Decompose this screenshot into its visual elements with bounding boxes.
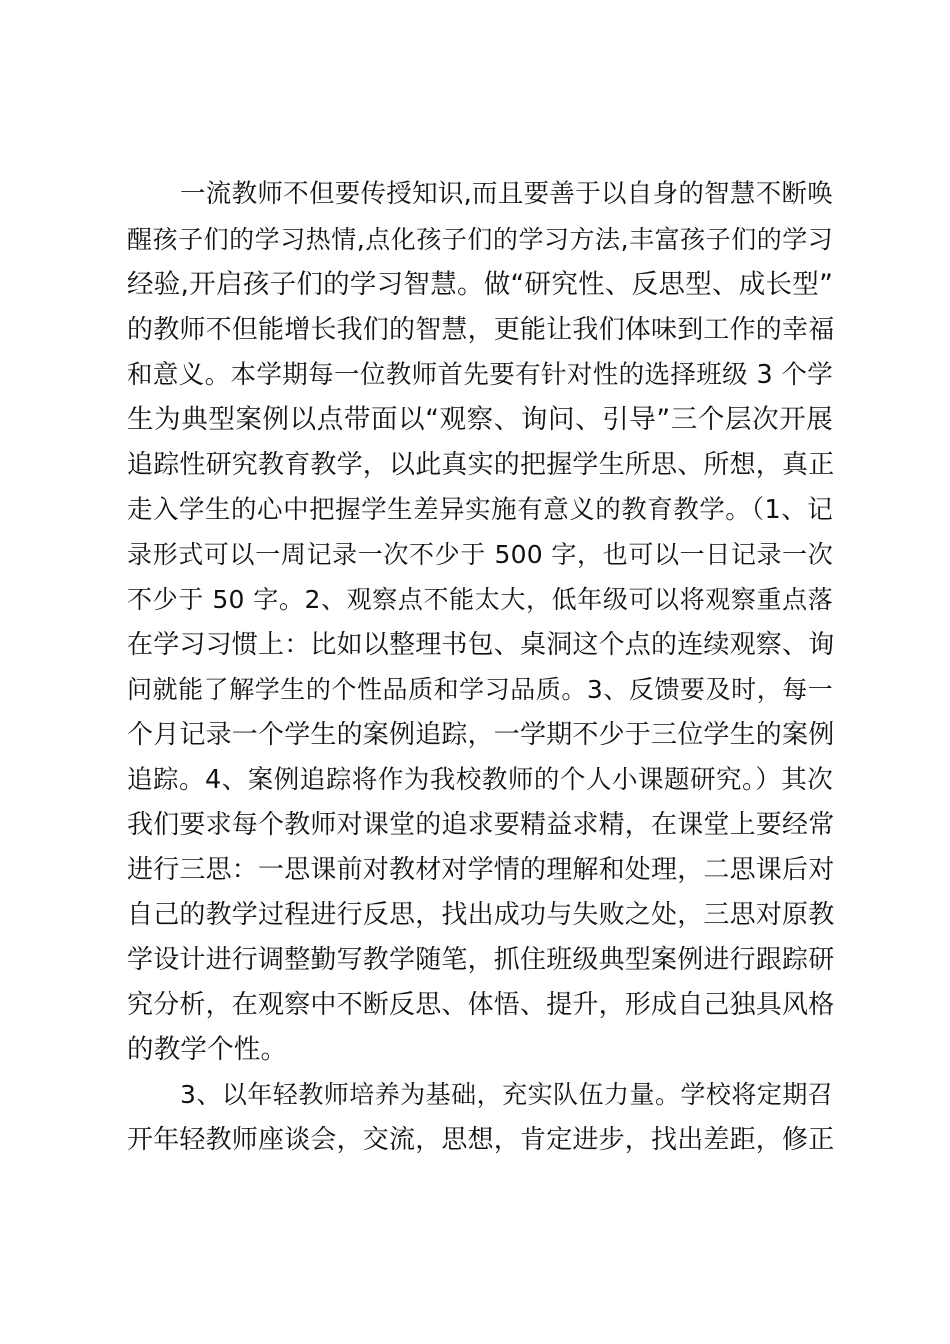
paragraph-line: 我们要求每个教师对课堂的追求要精益求精，在课堂上要经常 xyxy=(127,810,835,840)
paragraph-line: 生为典型案例以点带面以“观察、询问、引导”三个层次开展 xyxy=(127,404,833,435)
paragraph-line: 经验,开启孩子们的学习智慧。做“研究性、反思型、成长型” xyxy=(127,269,833,300)
paragraph-line: 3、以年轻教师培养为基础，充实队伍力量。学校将定期召 xyxy=(180,1080,833,1109)
paragraph-line: 醒孩子们的学习热情,点化孩子们的学习方法,丰富孩子们的学习 xyxy=(127,225,833,254)
paragraph-line: 自己的教学过程进行反思，找出成功与失败之处，三思对原教 xyxy=(127,900,835,930)
paragraph-line: 的教师不但能增长我们的智慧，更能让我们体味到工作的幸福 xyxy=(127,315,835,345)
paragraph-line: 究分析，在观察中不断反思、体悟、提升，形成自己独具风格 xyxy=(127,990,835,1020)
paragraph-line: 学设计进行调整勤写教学随笔，抓住班级典型案例进行跟踪研 xyxy=(127,945,835,975)
paragraph-line: 开年轻教师座谈会，交流，思想，肯定进步，找出差距，修正 xyxy=(127,1125,835,1155)
paragraph-line: 进行三思：一思课前对教材对学情的理解和处理，二思课后对 xyxy=(127,855,835,885)
paragraph-line: 追踪性研究教育教学，以此真实的把握学生所思、所想，真正 xyxy=(127,450,835,480)
paragraph-line: 录形式可以一周记录一次不少于 500 字，也可以一日记录一次 xyxy=(127,540,833,569)
paragraph-line: 一流教师不但要传授知识,而且要善于以自身的智慧不断唤 xyxy=(180,179,833,209)
paragraph-line: 不少于 50 字。2、观察点不能太大，低年级可以将观察重点落 xyxy=(127,585,833,614)
paragraph-line: 个月记录一个学生的案例追踪，一学期不少于三位学生的案例 xyxy=(127,720,835,750)
paragraph-line: 和意义。本学期每一位教师首先要有针对性的选择班级 3 个学 xyxy=(127,360,833,390)
paragraph-line: 走入学生的心中把握学生差异实施有意义的教育教学。（1、记 xyxy=(127,495,833,525)
paragraph-line: 问就能了解学生的个性品质和学习品质。3、反馈要及时，每一 xyxy=(127,675,833,704)
paragraph-line: 追踪。4、案例追踪将作为我校教师的个人小课题研究。）其次 xyxy=(127,765,833,795)
paragraph-line: 的教学个性。 xyxy=(127,1034,288,1065)
paragraph-line: 在学习习惯上：比如以整理书包、桌洞这个点的连续观察、询 xyxy=(127,630,835,660)
